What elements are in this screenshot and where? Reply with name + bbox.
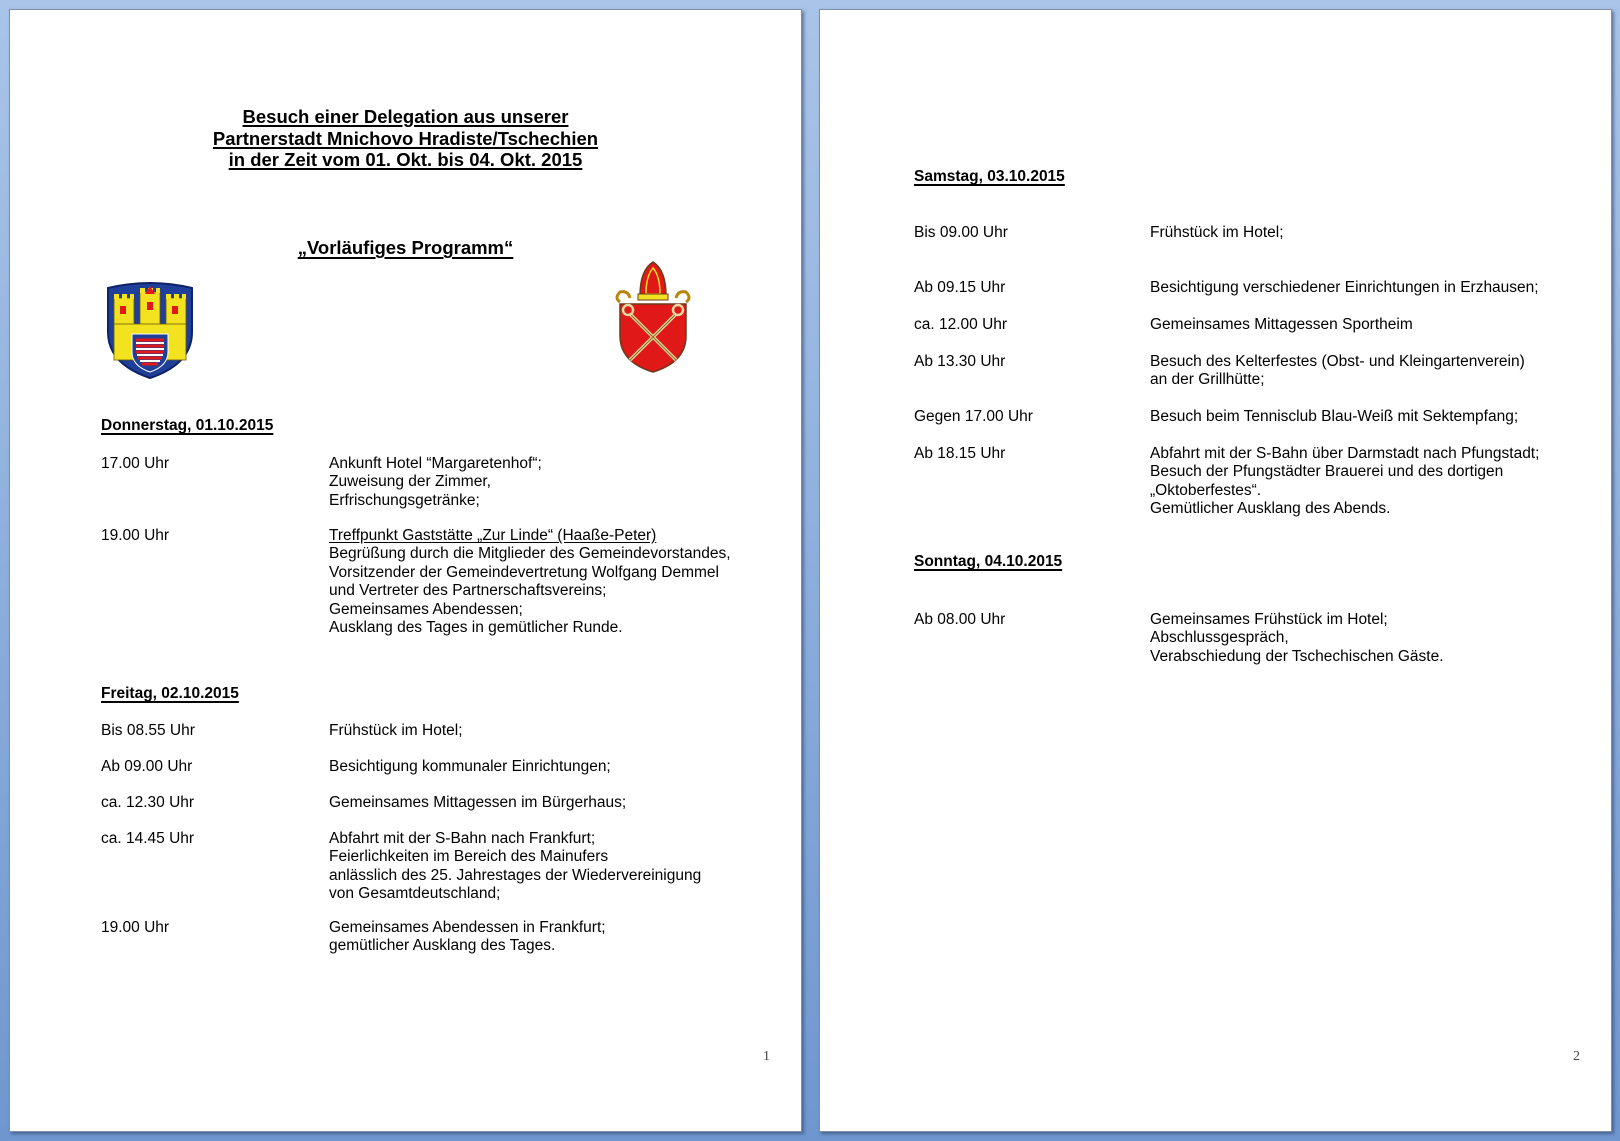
day-heading-saturday: Samstag, 03.10.2015 [914, 168, 1065, 185]
entry-time: Gegen 17.00 Uhr [914, 408, 1033, 425]
entry-time: Ab 18.15 Uhr [914, 445, 1006, 462]
document-page-1 [9, 9, 802, 1132]
entry-description: Frühstück im Hotel; [1150, 224, 1284, 241]
page-number: 2 [1573, 1049, 1580, 1064]
document-title [10, 106, 801, 171]
entry-time: 17.00 Uhr [101, 455, 170, 472]
coat-of-arms-erzhausen-icon [104, 280, 196, 380]
document-subtitle: „Vorläufiges Programm“ [297, 237, 514, 258]
entry-time: Ab 09.15 Uhr [914, 279, 1006, 296]
entry-time: ca. 12.00 Uhr [914, 316, 1008, 333]
page-number: 1 [763, 1049, 770, 1064]
coat-of-arms-mnichovo-hradiste-icon [610, 258, 696, 376]
entry-time: 19.00 Uhr [101, 919, 170, 936]
entry-description: Besichtigung kommunaler Einrichtungen; [329, 758, 611, 775]
entry-description: Besichtigung verschiedener Einrichtungen in Erzhausen; [1150, 279, 1539, 296]
entry-time: Ab 13.30 Uhr [914, 353, 1006, 370]
entry-description: Frühstück im Hotel; [329, 722, 463, 739]
title-line-1: Besuch einer Delegation aus unserer [242, 106, 569, 127]
day-heading-friday: Freitag, 02.10.2015 [101, 685, 239, 702]
entry-time: Bis 09.00 Uhr [914, 224, 1008, 241]
entry-time: Ab 09.00 Uhr [101, 758, 193, 775]
entry-description: Gemeinsames Mittagessen im Bürgerhaus; [329, 794, 627, 811]
entry-description: Abfahrt mit der S-Bahn nach Frankfurt; Feierlichkeiten im Bereich des Mainufers anlässlich des 25. Jahrestages der Wiedervereinigung von Gesamtdeutschland; [329, 830, 702, 903]
entry-time: ca. 14.45 Uhr [101, 830, 195, 847]
entry-time: Ab 08.00 Uhr [914, 611, 1006, 628]
entry-description: Treffpunkt Gaststätte „Zur Linde“ (Haaße-Peter) Begrüßung durch die Mitglieder des Gemeindevorstandes, Vorsitzender der Gemeindevertretung Wolfgang Demmel und Vertreter des Partnerschaftsvereins; Gemeinsames Abendessen; Ausklang des Tages in gemütlicher Runde. [329, 527, 731, 637]
entry-description: Gemeinsames Mittagessen Sportheim [1150, 316, 1413, 333]
title-line-3: in der Zeit vom 01. Okt. bis 04. Okt. 2015 [228, 149, 583, 170]
entry-description: Besuch beim Tennisclub Blau-Weiß mit Sektempfang; [1150, 408, 1519, 425]
entry-description: Ankunft Hotel “Margaretenhof“; Zuweisung der Zimmer, Erfrischungsgetränke; [329, 455, 542, 509]
entry-description: Gemeinsames Frühstück im Hotel; Abschlussgespräch, Verabschiedung der Tschechischen Gäste. [1150, 611, 1444, 665]
day-heading-thursday: Donnerstag, 01.10.2015 [101, 417, 274, 434]
title-line-2: Partnerstadt Mnichovo Hradiste/Tschechien [212, 127, 599, 149]
document-page-2 [819, 9, 1612, 1132]
entry-time: ca. 12.30 Uhr [101, 794, 195, 811]
entry-time: 19.00 Uhr [101, 527, 170, 544]
entry-description: Gemeinsames Abendessen in Frankfurt; gemütlicher Ausklang des Tages. [329, 919, 606, 955]
day-heading-sunday: Sonntag, 04.10.2015 [914, 553, 1063, 570]
entry-description: Abfahrt mit der S-Bahn über Darmstadt nach Pfungstadt; Besuch der Pfungstädter Brauerei und des dortigen „Oktoberfestes“. Gemütlicher Ausklang des Abends. [1150, 445, 1540, 518]
entry-time: Bis 08.55 Uhr [101, 722, 195, 739]
entry-description: Besuch des Kelterfestes (Obst- und Kleingartenverein) an der Grillhütte; [1150, 353, 1525, 389]
